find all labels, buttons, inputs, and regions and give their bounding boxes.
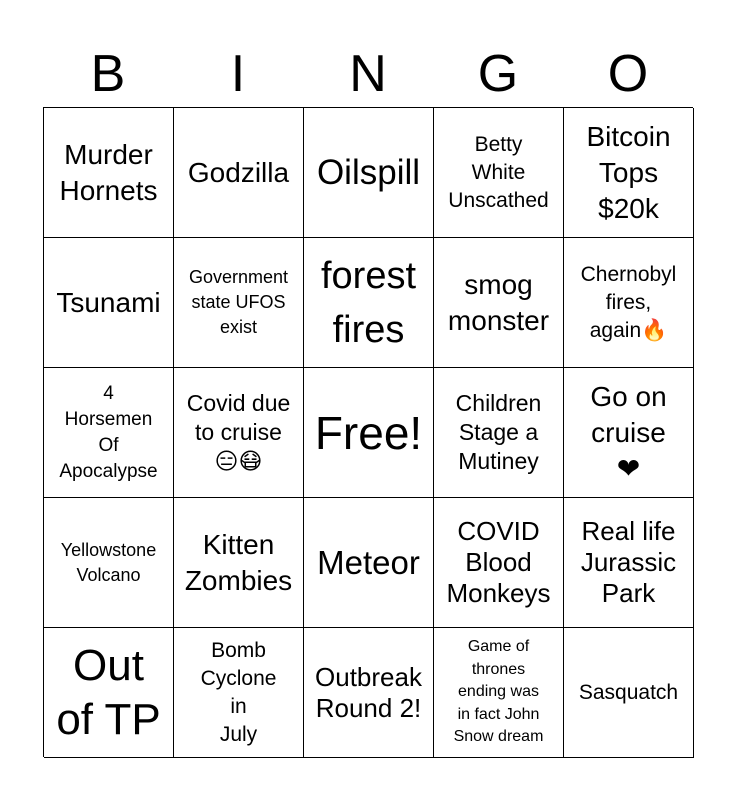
cell-text: Government state UFOS exist: [188, 267, 289, 337]
bingo-cell-r3-c4[interactable]: [434, 368, 564, 498]
bingo-cell-r1-c4[interactable]: [434, 108, 564, 238]
header-letter-b: B: [90, 45, 126, 103]
header-letter-o: O: [607, 45, 649, 103]
cell-text: Murder Hornets: [59, 138, 158, 206]
bingo-cell-r1-c2[interactable]: [174, 108, 304, 238]
bingo-cell-r5-c3[interactable]: [304, 628, 434, 758]
bingo-cell-r4-c1[interactable]: [44, 498, 174, 628]
cell-text: Game of thrones ending was in fact John Snow dream: [453, 638, 544, 746]
cell-text: Real life Jurassic Park: [580, 516, 677, 608]
cell-text: Betty White Unscathed: [448, 132, 549, 212]
bingo-cell-r2-c4[interactable]: [434, 238, 564, 368]
bingo-cell-r1-c5[interactable]: [564, 108, 694, 238]
bingo-cell-r3-c5[interactable]: [564, 368, 694, 498]
header-letter-g: G: [477, 45, 519, 103]
cell-text: Children Stage a Mutiney: [455, 390, 542, 474]
bingo-card-grid: [43, 107, 693, 757]
bingo-cell-r1-c3[interactable]: [304, 108, 434, 238]
cell-text: smog monster: [447, 268, 550, 336]
bingo-cell-r2-c2[interactable]: [174, 238, 304, 368]
bingo-cell-r4-c5[interactable]: [564, 498, 694, 628]
cell-text: Tsunami: [56, 286, 161, 318]
cell-text: Yellowstone Volcano: [60, 539, 157, 585]
bingo-cell-r2-c5[interactable]: [564, 238, 694, 368]
bingo-cell-r4-c4[interactable]: [434, 498, 564, 628]
bingo-cell-r1-c1[interactable]: [44, 108, 174, 238]
cell-text: Go on cruise ❤: [590, 380, 667, 484]
cell-text: Kitten Zombies: [184, 528, 293, 596]
cell-text: Oilspill: [316, 152, 421, 192]
cell-text: Bitcoin Tops $20k: [586, 120, 671, 224]
bingo-cell-r5-c5[interactable]: [564, 628, 694, 758]
bingo-header: [43, 44, 693, 104]
cell-text: 4 Horsemen Of Apocalypse: [59, 382, 158, 482]
cell-text: Chernobyl fires, again🔥: [580, 262, 677, 342]
bingo-cell-r2-c1[interactable]: [44, 238, 174, 368]
header-letter-n: N: [349, 45, 387, 103]
bingo-cell-r4-c2[interactable]: [174, 498, 304, 628]
cell-text: COVID Blood Monkeys: [446, 516, 551, 608]
bingo-cell-r4-c3[interactable]: [304, 498, 434, 628]
bingo-cell-r5-c4[interactable]: [434, 628, 564, 758]
cell-text: Godzilla: [187, 156, 290, 188]
bingo-cell-r3-c1[interactable]: [44, 368, 174, 498]
cell-text: Out of TP: [56, 640, 161, 744]
free-space-text: Free!: [314, 406, 423, 459]
header-letter-i: I: [230, 45, 246, 103]
bingo-cell-r2-c3[interactable]: [304, 238, 434, 368]
cell-text: Covid due to cruise 😑😷: [186, 390, 291, 474]
bingo-cell-r5-c1[interactable]: [44, 628, 174, 758]
bingo-cell-r3-c2[interactable]: [174, 368, 304, 498]
cell-text: Outbreak Round 2!: [315, 661, 422, 723]
cell-text: Sasquatch: [578, 680, 679, 704]
cell-text: Bomb Cyclone in July: [200, 638, 277, 746]
bingo-cell-r3-c3[interactable]: [304, 368, 434, 498]
cell-text: Meteor: [317, 543, 420, 581]
bingo-cell-r5-c2[interactable]: [174, 628, 304, 758]
cell-text: forest fires: [320, 254, 417, 351]
